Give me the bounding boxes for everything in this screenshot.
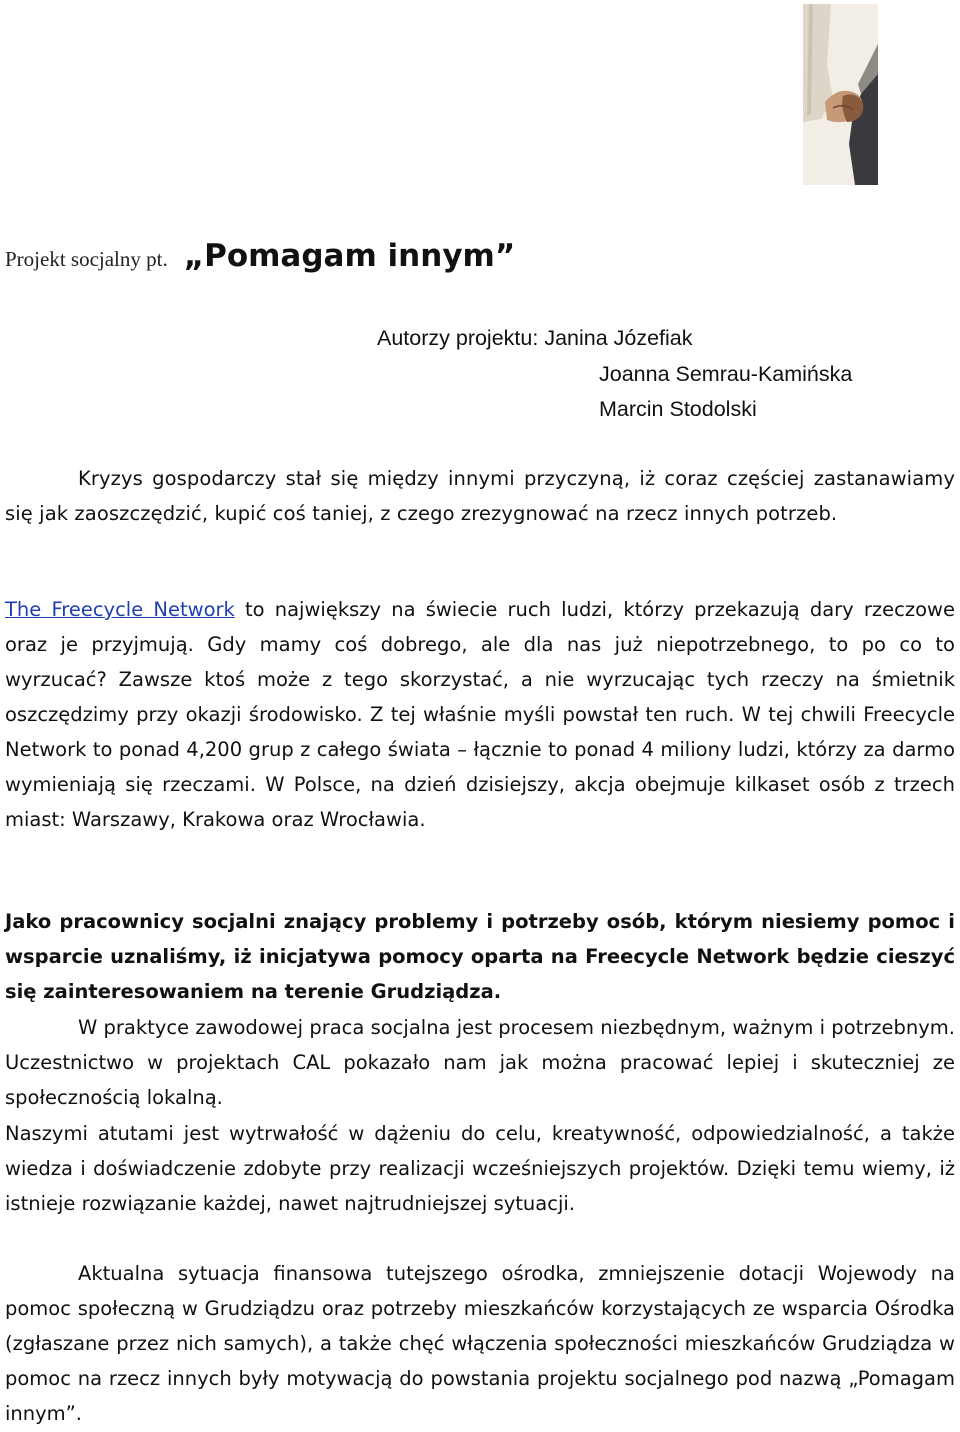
title-prefix: Projekt socjalny pt. (5, 247, 168, 271)
freecycle-link[interactable]: The Freecycle Network (5, 598, 235, 621)
author-name: Janina Józefiak (544, 326, 693, 350)
document-title: „Pomagam innym” (183, 238, 516, 274)
title-line (5, 238, 955, 274)
authors-label: Autorzy projektu: (377, 326, 539, 350)
paragraph-strengths: Naszymi atutami jest wytrwałość w dążeniu do celu, kreatywność, odpowiedzialność, a także wiedza i doświadczenie zdobyte przy realizacji wcześniejszych projektów. Dzięki temu wiemy, iż istnieje rozwiązanie każdej, nawet najtrudniejszej sytuacji. (5, 1122, 955, 1215)
author-name: Joanna Semrau-Kamińska (599, 361, 853, 386)
handshake-photo (803, 4, 878, 185)
paragraph-practice (5, 1010, 955, 1115)
paragraph-motivation (5, 1256, 955, 1431)
authors-row-1 (377, 321, 852, 357)
paragraph-text: to największy na świecie ruch ludzi, którzy przekazują dary rzeczowe oraz je przyjmują. Gdy mamy coś dobrego, ale dla nas już niepotrzebnego, to po co to wyrzucać? Zawsze ktoś może z tego skorzystać, a nie wyrzucając tych rzeczy na śmietnik oszczędzimy przy okazji środowisko. Z tej właśnie myśli powstał ten ruch. W tej chwili Freecycle Network to ponad 4,200 grup z całego świata – łącznie to ponad 4 miliony ludzi, którzy za darmo wymieniają się rzeczami. W Polsce, na dzień dzisiejszy, akcja obejmuje kilkaset osób z trzech miast: Warszawy, Krakowa oraz Wrocławia. (5, 598, 955, 831)
author-name: Marcin Stodolski (599, 397, 757, 421)
paragraph-text: Aktualna sytuacja finansowa tutejszego ośrodka, zmniejszenie dotacji Wojewody na pomoc społeczną w Grudziądzu oraz potrzeby mieszkańców korzystających ze wsparcia Ośrodka (zgłaszane przez nich samych), a także chęć włączenia społeczności mieszkańców Grudziądza w pomoc na rzecz innych były motywacją do powstania projektu socjalnego pod nazwą „Pomagam innym”. (5, 1262, 955, 1425)
paragraph-intro (5, 461, 955, 531)
paragraph-text: Kryzys gospodarczy stał się między innymi przyczyną, iż coraz częściej zastanawiamy się jak zaoszczędzić, kupić coś taniej, z czego zrezygnować na rzecz innych potrzeb. (5, 467, 955, 525)
authors-block (377, 321, 852, 428)
paragraph-freecycle (5, 592, 955, 837)
paragraph-text: W praktyce zawodowej praca socjalna jest procesem niezbędnym, ważnym i potrzebnym. Uczestnictwo w projektach CAL pokazało nam jak można pracować lepiej i skuteczniej ze społecznością lokalną. (5, 1016, 955, 1109)
paragraph-bold-statement: Jako pracownicy socjalni znający problemy i potrzeby osób, którym niesiemy pomoc i wsparcie uznaliśmy, iż inicjatywa pomocy oparta na Freecycle Network będzie cieszyć się zainteresowaniem na terenie Grudziądza. (5, 910, 955, 1003)
